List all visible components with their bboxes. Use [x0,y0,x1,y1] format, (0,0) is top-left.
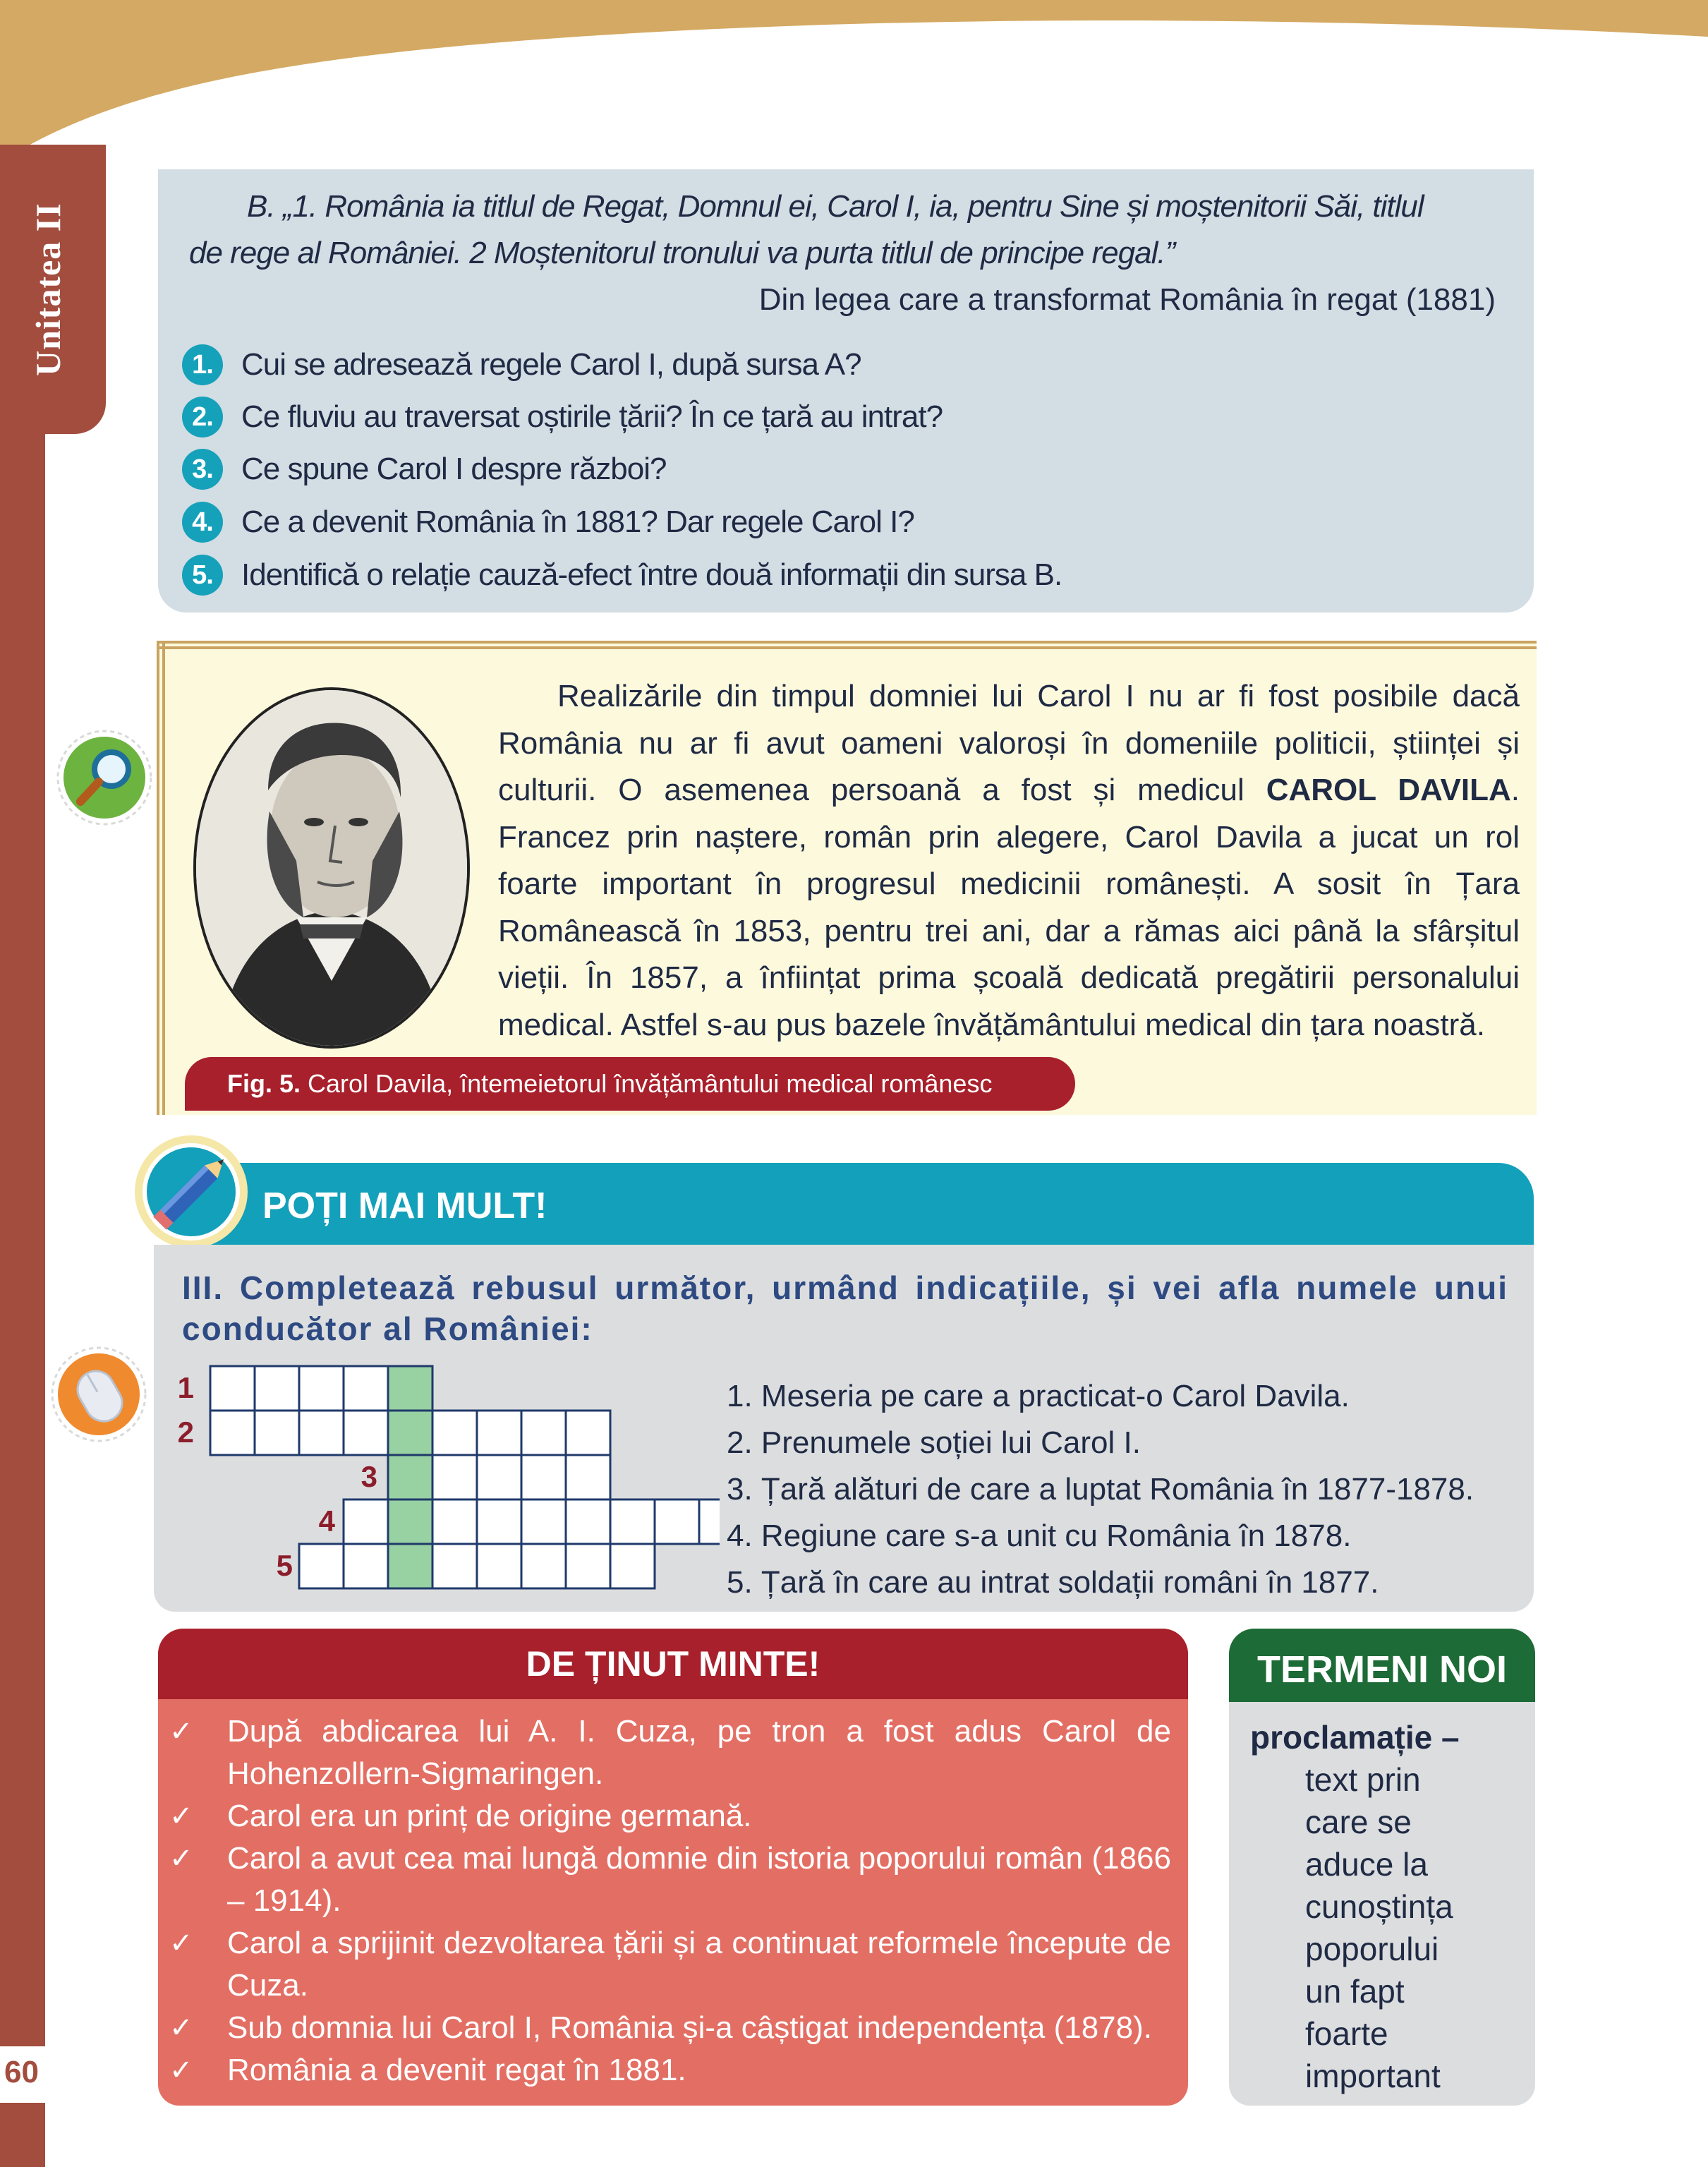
crossword-row-number: 5 [276,1549,293,1582]
question-text: Ce a devenit România în 1881? Dar regele Carol I? [241,505,914,539]
davila-name: CAROL DAVILA [1266,773,1511,807]
crossword-clue: 1. Meseria pe care a practicat-o Carol Davila. [727,1379,1350,1413]
crossword-cell[interactable] [344,1411,388,1455]
checkmark-icon: ✓ [169,1927,193,1960]
crossword-clue: 4. Regiune care s-a unit cu România în 1878. [727,1519,1352,1553]
term-definition-line: care se [1305,1804,1412,1840]
question-item [182,445,666,494]
crossword-cell[interactable] [255,1366,299,1411]
checkmark-icon: ✓ [169,2054,193,2087]
crossword-clue: 2. Prenumele soției lui Carol I. [727,1425,1141,1460]
crossword-cell[interactable] [610,1544,655,1588]
davila-border-left [157,641,168,1115]
list-item-text: România a devenit regat în 1881. [227,2053,686,2087]
list-item-text: Carol era un prinț de origine germană. [227,1799,752,1833]
de-tinut-minte-title: DE ȚINUT MINTE! [526,1644,820,1684]
list-item [169,1922,1171,2007]
list-item [169,2007,1171,2049]
list-item [169,1795,1171,1837]
crossword-cell[interactable] [344,1544,388,1588]
checkmark-icon: ✓ [169,2012,193,2044]
rebus-instruction: III. Completează rebusul următor, urmând indicațiile, și vei afla numele unui conducător al României: [182,1269,1508,1347]
crossword-grid [169,1359,720,1592]
davila-text-before: Realizările din timpul domniei lui Carol I nu ar fi fost posibile dacă România nu ar fi avut oameni valoroși în domeniile politicii, științei și culturii. O asemenea persoană a fost și medicul [498,679,1520,807]
crossword-cell[interactable] [255,1411,299,1455]
davila-text-after: . Francez prin naștere, român prin alegere, Carol Davila a jucat un rol foarte important în progresul medicinii românești. A sosit în Țara Românească în 1853, pentru trei ani, dar a rămas aici până la sfârșitul vieții. În 1857, a înființat prima școală dedicată pregătirii personalului medical. Astfel s-au pus bazele învățământului medical din țara noastră. [498,773,1520,1042]
question-text: Ce spune Carol I despre război? [241,452,667,486]
question-item [182,340,861,390]
unit-label: Unitatea II [28,203,68,376]
crossword-key-cell[interactable] [388,1499,432,1544]
top-decorative-band [0,0,1708,162]
question-text: Identifică o relație cauză-efect între două informații din sursa B. [241,557,1062,592]
figure-label: Fig. 5. [227,1069,301,1098]
term-definition-line: poporului [1305,1931,1439,1967]
term-definition-line: cunoștința [1305,1888,1453,1925]
crossword-key-cell[interactable] [388,1455,432,1499]
source-quote-line-1 [190,183,1503,230]
crossword-clue: 3. Țară alături de care a luptat România în 1877-1878. [727,1472,1474,1507]
question-number-badge: 1. [182,344,223,385]
list-item [169,1837,1171,1922]
question-text: Cui se adresează regele Carol I, după sursa A? [241,347,861,382]
crossword-row-number: 2 [177,1416,194,1449]
crossword-cell[interactable] [299,1411,344,1455]
question-number-badge: 5. [182,555,223,596]
crossword-cell[interactable] [344,1499,388,1544]
mouse-icon [49,1345,148,1444]
figure-caption [227,1066,992,1102]
question-text: Ce fluviu au traversat oștirile țării? În ce țară au intrat? [241,399,943,434]
checkmark-icon: ✓ [169,1842,193,1875]
term-definition [1305,1758,1524,2097]
question-item [182,497,914,547]
crossword-cell[interactable] [432,1411,477,1455]
figure-caption-text: Carol Davila, întemeietorul învățământului medical românesc [301,1069,993,1098]
question-item [182,550,1062,600]
term-definition-line: aduce la [1305,1846,1428,1883]
crossword-cell[interactable] [610,1499,655,1544]
crossword-row-number: 1 [177,1371,194,1404]
crossword-cell[interactable] [655,1499,699,1544]
crossword-key-cell[interactable] [388,1544,432,1588]
davila-border-top [157,641,1537,652]
poti-mai-mult-title: POȚI MAI MULT! [262,1185,547,1226]
term-definition-line: text prin [1305,1761,1421,1798]
term-definition-line: important [1305,2058,1441,2094]
crossword-cell[interactable] [299,1544,344,1588]
question-number-badge: 4. [182,502,223,543]
source-quote-text: B. „1. România ia titlul de Regat, Domnul ei, Carol I, ia, pentru Sine și moștenitorii Săi, titlul [247,189,1424,224]
list-item-text: După abdicarea lui A. I. Cuza, pe tron a fost adus Carol de Hohenzollern-Sigmaringen. [227,1714,1171,1791]
checkmark-icon: ✓ [169,1715,193,1748]
question-number-badge: 3. [182,449,223,490]
magnifier-icon [55,728,154,827]
crossword-cell[interactable] [432,1455,477,1499]
term-definition-line: un fapt [1305,1973,1405,2010]
crossword-cell[interactable] [521,1499,566,1544]
term-definition-line: foarte [1305,2015,1388,2052]
crossword-cell[interactable] [344,1366,388,1411]
crossword-row-number: 3 [361,1460,377,1493]
carol-davila-portrait [190,684,473,1051]
crossword-cell[interactable] [210,1411,255,1455]
crossword-cell[interactable] [432,1499,477,1544]
crossword-cell[interactable] [566,1455,610,1499]
crossword-cell[interactable] [566,1544,610,1588]
crossword-cell[interactable] [521,1544,566,1588]
page-number: 60 [4,2055,39,2089]
crossword-cell[interactable] [299,1366,344,1411]
crossword-cell[interactable] [210,1366,255,1411]
list-item-text: Sub domnia lui Carol I, România și-a câștigat independența (1878). [227,2010,1152,2045]
question-item [182,392,943,442]
crossword-cell[interactable] [477,1499,521,1544]
pencil-icon [131,1132,251,1252]
question-number-badge: 2. [182,397,223,437]
crossword-key-cell[interactable] [388,1411,432,1455]
crossword-cell[interactable] [477,1411,521,1455]
crossword-key-cell[interactable] [388,1366,432,1411]
term-word: proclamație – [1250,1719,1460,1756]
side-margin-strip [0,145,45,2167]
crossword-row-number: 4 [318,1504,335,1538]
de-tinut-minte-list [169,1710,1171,2091]
list-item [169,1710,1171,1795]
source-reference: Din legea care a transformat România în regat (1881) [758,282,1496,317]
crossword-cell[interactable] [566,1499,610,1544]
source-quote-line-2: de rege al României. 2 Moștenitorul tronului va purta titlul de principe regal.” [189,236,1175,270]
crossword-cell[interactable] [477,1455,521,1499]
crossword-cell[interactable] [699,1499,720,1544]
list-item [169,2049,1171,2091]
list-item-text: Carol a avut cea mai lungă domnie din istoria poporului român (1866 – 1914). [227,1841,1171,1918]
davila-paragraph [498,673,1520,1049]
list-item-text: Carol a sprijinit dezvoltarea țării și a continuat reformele începute de Cuza. [227,1926,1171,2003]
crossword-clue: 5. Țară în care au intrat soldații români în 1877. [727,1565,1379,1600]
termeni-noi-title: TERMENI NOI [1256,1648,1507,1691]
crossword-cell[interactable] [521,1455,566,1499]
checkmark-icon: ✓ [169,1800,193,1833]
davila-paragraph-body [498,673,1520,1049]
crossword-cell[interactable] [477,1544,521,1588]
crossword-cell[interactable] [521,1411,566,1455]
crossword-cell[interactable] [432,1544,477,1588]
crossword-cell[interactable] [566,1411,610,1455]
